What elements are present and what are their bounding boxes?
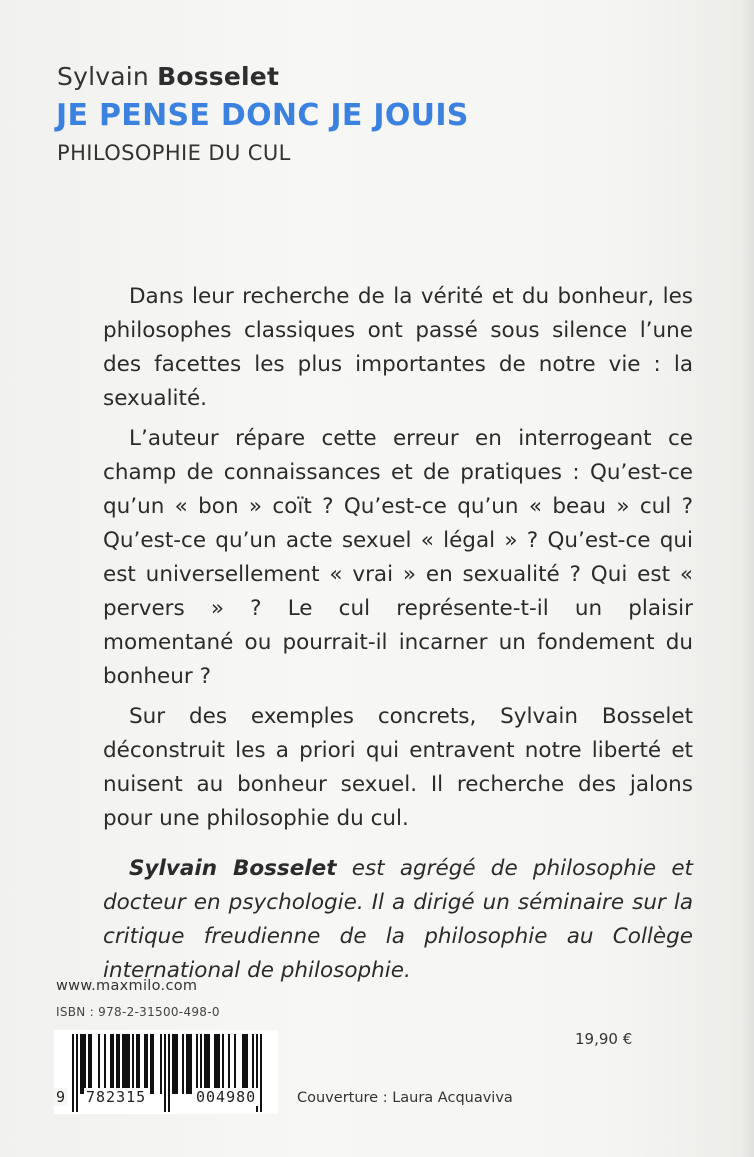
barcode-bar bbox=[244, 1034, 246, 1094]
bio-author-name: Sylvain Bosselet bbox=[129, 856, 337, 881]
barcode-bar bbox=[160, 1034, 162, 1094]
publisher-website: www.maxmilo.com bbox=[56, 978, 198, 994]
barcode-bar bbox=[82, 1034, 84, 1094]
blurb-paragraph-1: Dans leur recherche de la vérité et du bonheur, les philosophes classiques ont passé sous silence l’une des facettes les plus importantes de notre vie : la sexualité. bbox=[103, 284, 693, 411]
author-first-name: Sylvain bbox=[57, 62, 149, 91]
barcode-bar bbox=[116, 1034, 118, 1094]
barcode-bar bbox=[144, 1034, 146, 1094]
barcode-bar bbox=[216, 1034, 218, 1094]
barcode-bar bbox=[190, 1034, 192, 1094]
barcode-bar bbox=[222, 1034, 224, 1094]
barcode-bar bbox=[88, 1034, 90, 1094]
barcode-bar bbox=[182, 1034, 184, 1094]
spine-shadow bbox=[740, 0, 754, 1157]
bio-text: est agrégé de philosophie et docteur en psychologie. Il a dirigé un séminaire sur la critique freudienne de la philosophie au Collège international de philosophie. bbox=[103, 856, 693, 983]
book-subtitle: PHILOSOPHIE DU CUL bbox=[57, 141, 291, 165]
blurb-paragraph-3: Sur des exemples concrets, Sylvain Bosselet déconstruit les a priori qui entravent notre liberté et nuisent au bonheur sexuel. Il recherche des jalons pour une philosophie du cul. bbox=[103, 704, 693, 831]
barcode-bar bbox=[80, 1034, 82, 1094]
barcode-bar bbox=[214, 1034, 216, 1094]
barcode-bar bbox=[122, 1034, 124, 1094]
barcode-bar bbox=[242, 1034, 244, 1094]
barcode-bar bbox=[174, 1034, 176, 1094]
barcode-bar bbox=[246, 1034, 248, 1094]
barcode-bar bbox=[118, 1034, 120, 1094]
barcode-bar bbox=[112, 1034, 114, 1094]
barcode-bar bbox=[98, 1034, 100, 1094]
isbn: ISBN : 978-2-31500-498-0 bbox=[56, 1005, 220, 1019]
blurb-paragraph-2: L’auteur répare cette erreur en interrogeant ce champ de connaissances et de pratiques : Qu’est-ce qu’un « bon » coït ? Qu’est-ce qu’un « beau » cul ? Qu’est-ce qu’un acte sexuel « légal » ? Qu’est-ce qui est universellement « vrai » en sexualité ? Qui est « pervers » ? Le cul représente-t-il un plaisir momentané ou pourrait-il incarner un fondement du bonheur ? bbox=[103, 426, 693, 689]
barcode-digits bbox=[54, 1088, 278, 1118]
price: 19,90 € bbox=[575, 1030, 633, 1048]
barcode-bar bbox=[228, 1034, 230, 1094]
author-last-name: Bosselet bbox=[157, 62, 280, 91]
barcode-lead-digit: 9 bbox=[56, 1088, 66, 1106]
barcode-bar bbox=[84, 1034, 86, 1094]
author-bio bbox=[103, 852, 693, 988]
barcode-bar bbox=[200, 1034, 202, 1094]
barcode-bar bbox=[90, 1034, 92, 1094]
barcode-bar bbox=[176, 1034, 178, 1094]
barcode-bar bbox=[128, 1034, 130, 1094]
barcode-bar bbox=[196, 1034, 198, 1094]
barcode-bar bbox=[234, 1034, 236, 1094]
barcode-right-digits: 004980 bbox=[196, 1088, 257, 1106]
barcode-bar bbox=[146, 1034, 148, 1094]
barcode-bar bbox=[218, 1034, 220, 1094]
barcode-bar bbox=[132, 1034, 134, 1094]
blurb bbox=[103, 280, 693, 994]
barcode-bar bbox=[152, 1034, 154, 1094]
barcode-bar bbox=[136, 1034, 138, 1094]
barcode-bar bbox=[186, 1034, 188, 1094]
barcode-bar bbox=[204, 1034, 206, 1094]
barcode-left-digits: 782315 bbox=[86, 1088, 147, 1106]
barcode-bar bbox=[150, 1034, 152, 1094]
barcode-bar bbox=[104, 1034, 106, 1094]
barcode-bar bbox=[172, 1034, 174, 1094]
cover-credit: Couverture : Laura Acquaviva bbox=[297, 1090, 513, 1106]
barcode-bar bbox=[126, 1034, 128, 1094]
barcode-bar bbox=[252, 1034, 254, 1094]
barcode-bar bbox=[124, 1034, 126, 1094]
barcode-bar bbox=[188, 1034, 190, 1094]
barcode-bar bbox=[138, 1034, 140, 1094]
barcode-bar bbox=[110, 1034, 112, 1094]
barcode-bar bbox=[208, 1034, 210, 1094]
barcode-bar bbox=[206, 1034, 208, 1094]
author-name bbox=[57, 62, 279, 91]
book-title: JE PENSE DONC JE JOUIS bbox=[56, 98, 469, 133]
